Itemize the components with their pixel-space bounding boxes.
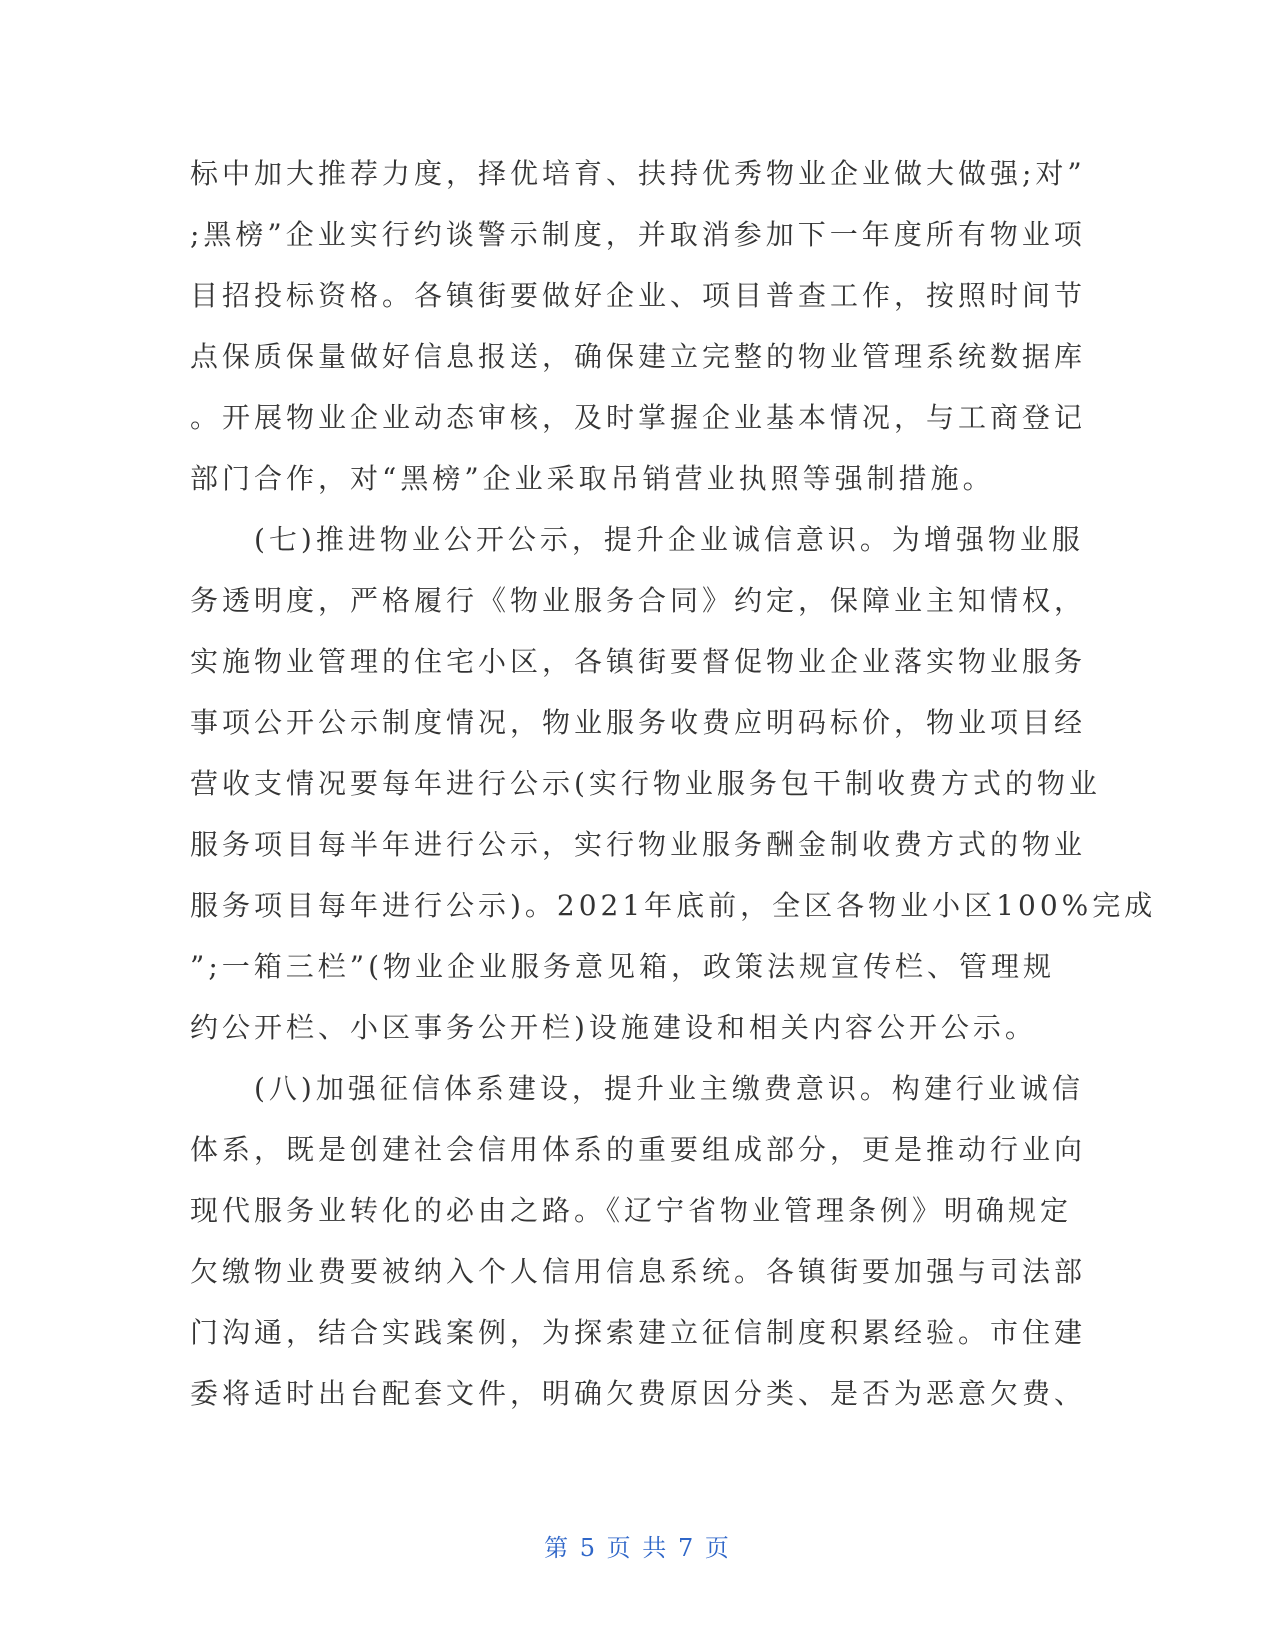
text-line: 服务项目每年进行公示)。2021年底前，全区各物业小区100%完成 <box>190 889 1157 922</box>
text-line: ;黑榜”企业实行约谈警示制度，并取消参加下一年度所有物业项 <box>190 218 1086 251</box>
text-line: 标中加大推荐力度，择优培育、扶持优秀物业企业做大做强;对” <box>190 157 1086 190</box>
text-line: 事项公开公示制度情况，物业服务收费应明码标价，物业项目经 <box>190 706 1087 739</box>
text-line: 实施物业管理的住宅小区，各镇街要督促物业企业落实物业服务 <box>190 645 1087 678</box>
paragraph-heading-seven: (七)推进物业公开公示，提升企业诚信意识。为增强物业服 <box>190 523 1084 556</box>
text-line: 服务项目每半年进行公示，实行物业服务酬金制收费方式的物业 <box>190 828 1087 861</box>
text-line: 。开展物业企业动态审核，及时掌握企业基本情况，与工商登记 <box>190 401 1087 434</box>
text-line: 点保质保量做好信息报送，确保建立完整的物业管理系统数据库 <box>190 340 1087 373</box>
text-line: ”;一箱三栏”(物业企业服务意见箱，政策法规宣传栏、管理规 <box>190 950 1055 983</box>
paragraph-heading-eight: (八)加强征信体系建设，提升业主缴费意识。构建行业诚信 <box>190 1072 1084 1105</box>
text-line: 部门合作，对“黑榜”企业采取吊销营业执照等强制措施。 <box>190 462 995 495</box>
text-line: 约公开栏、小区事务公开栏)设施建设和相关内容公开公示。 <box>190 1011 1037 1044</box>
document-body <box>190 143 1157 1424</box>
text-line: 门沟通，结合实践案例，为探索建立征信制度积累经验。市住建 <box>190 1316 1087 1349</box>
text-line: 委将适时出台配套文件，明确欠费原因分类、是否为恶意欠费、 <box>190 1377 1087 1410</box>
text-line: 目招投标资格。各镇街要做好企业、项目普查工作，按照时间节 <box>190 279 1087 312</box>
text-line: 欠缴物业费要被纳入个人信用信息系统。各镇街要加强与司法部 <box>190 1255 1087 1288</box>
text-line: 现代服务业转化的必由之路。《辽宁省物业管理条例》明确规定 <box>190 1194 1073 1227</box>
text-line: 务透明度，严格履行《物业服务合同》约定，保障业主知情权， <box>190 584 1087 617</box>
text-line: 营收支情况要每年进行公示(实行物业服务包干制收费方式的物业 <box>190 767 1101 800</box>
text-line: 体系，既是创建社会信用体系的重要组成部分，更是推动行业向 <box>190 1133 1087 1166</box>
page-number-footer: 第 5 页 共 7 页 <box>544 1534 731 1562</box>
